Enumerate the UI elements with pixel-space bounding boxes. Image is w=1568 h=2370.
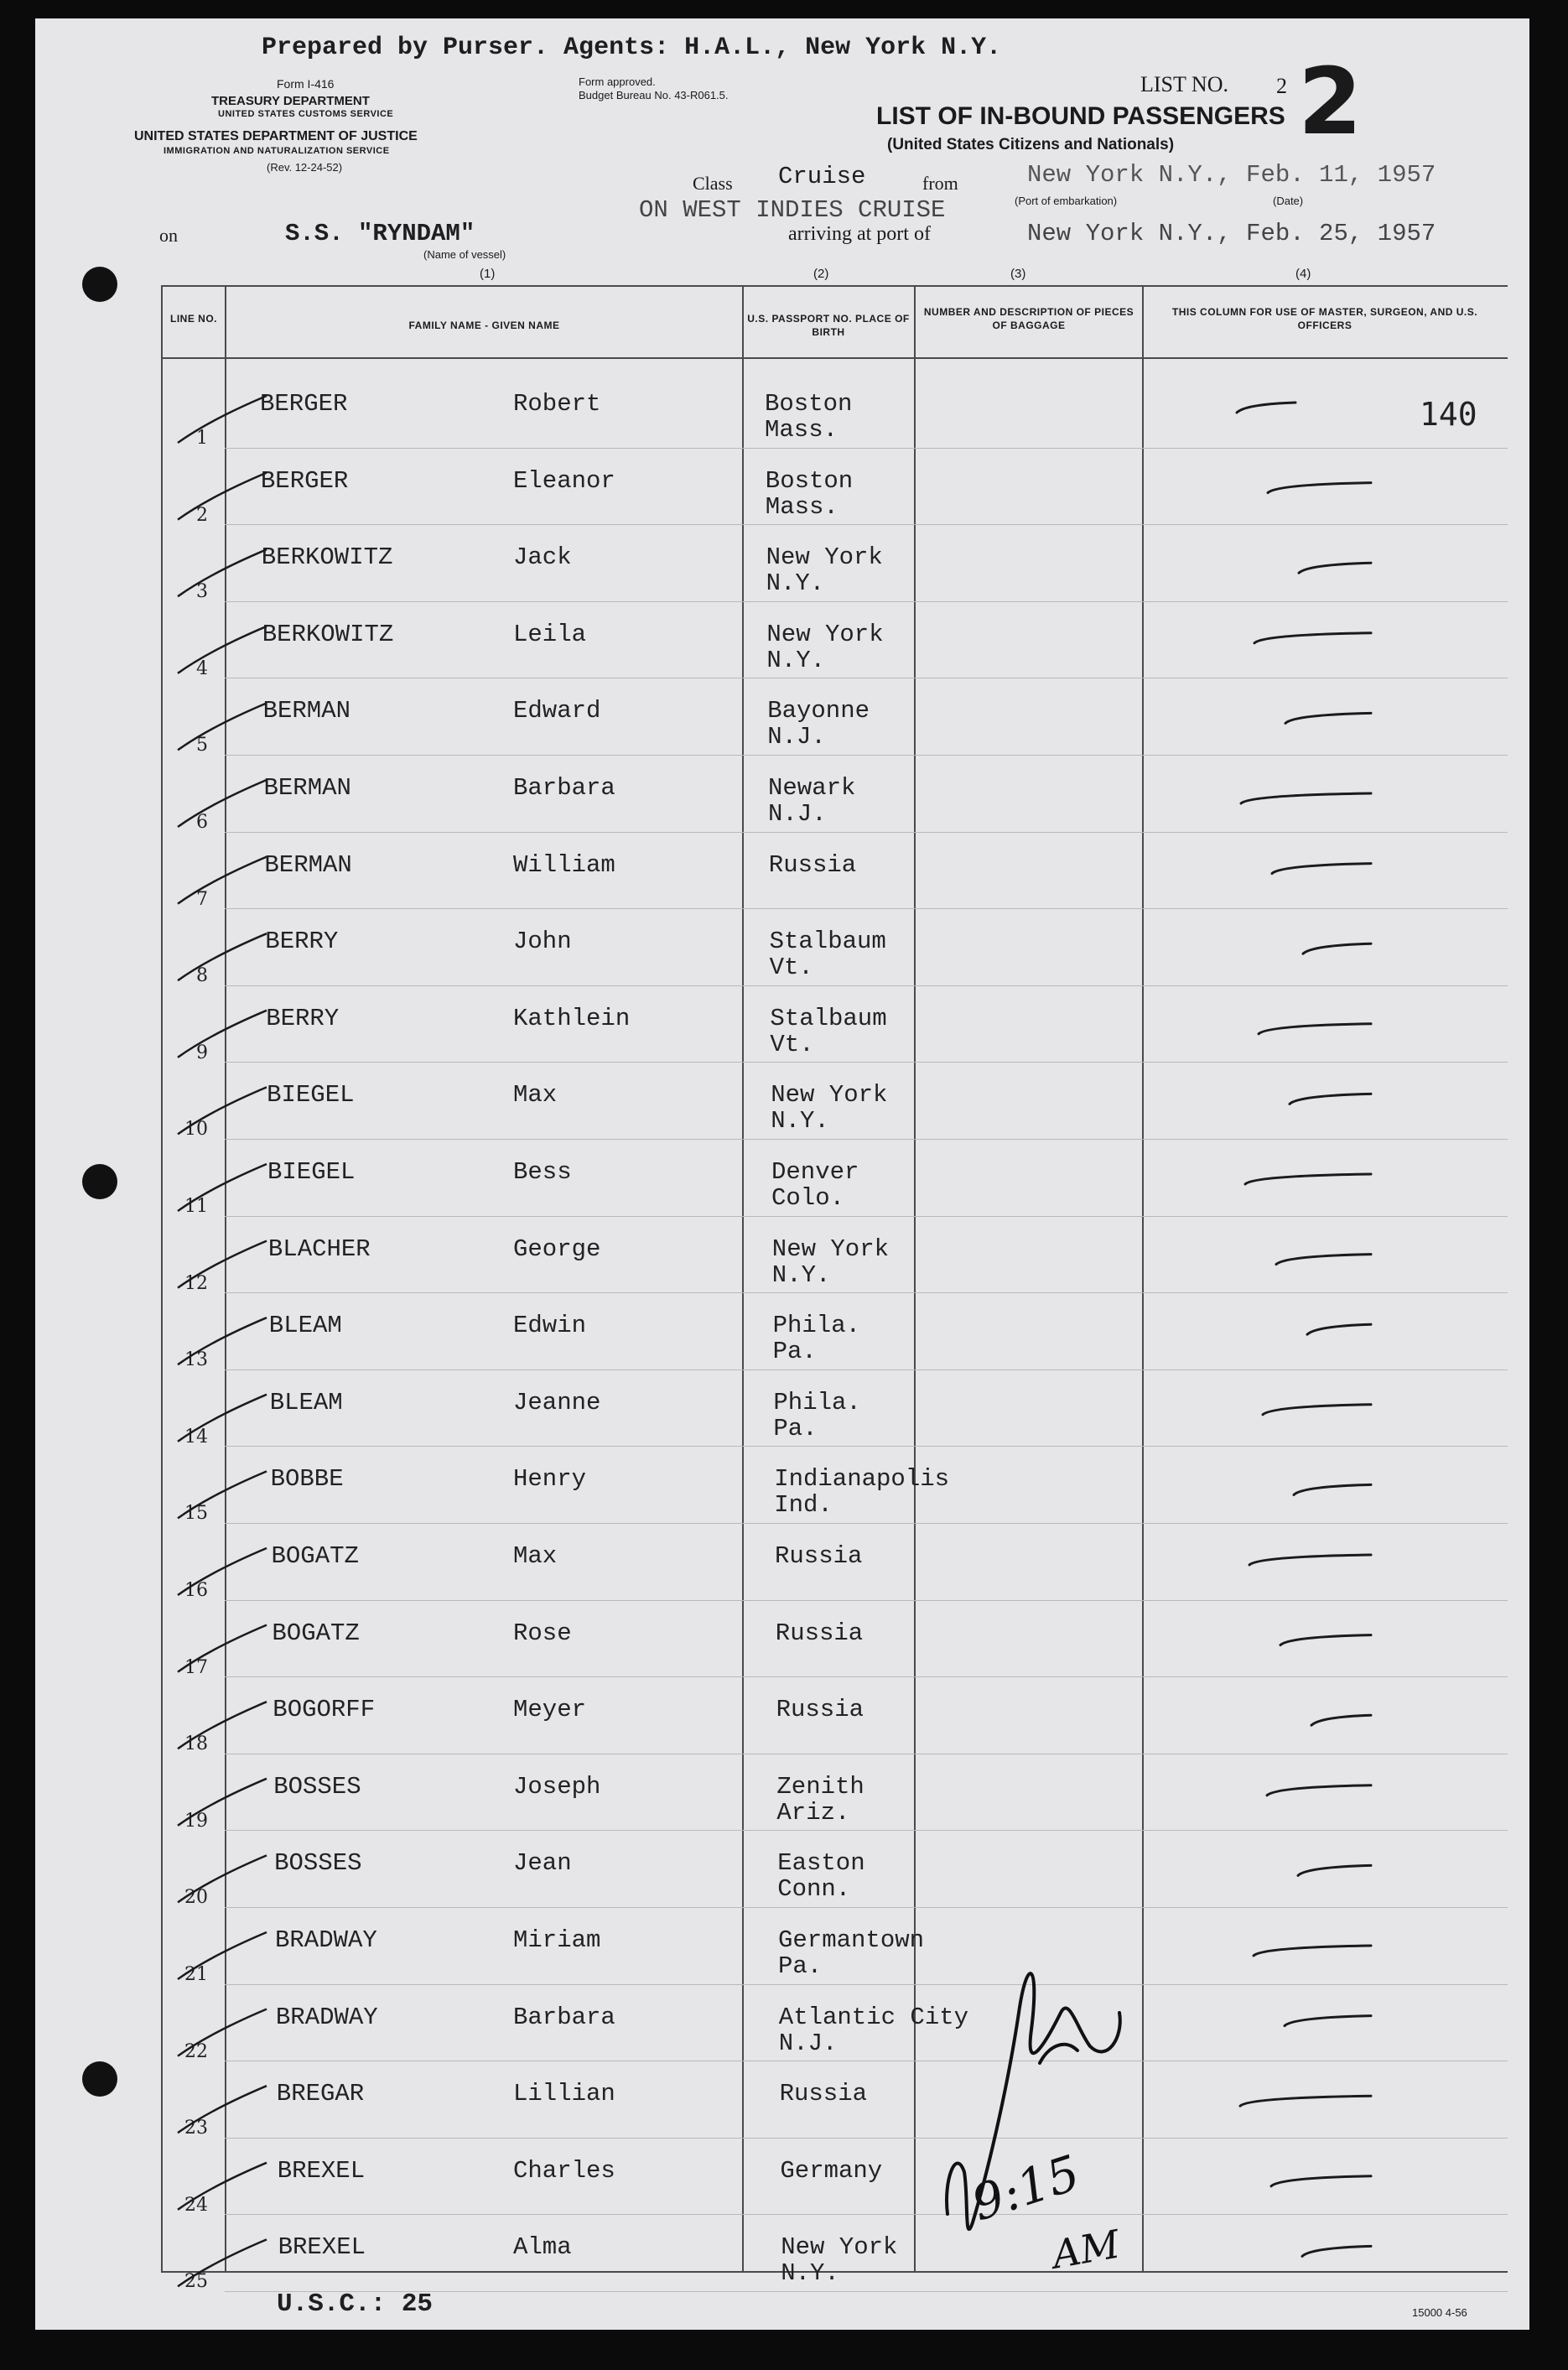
column-number-1: (1) (480, 267, 496, 281)
family-name: BERMAN (264, 850, 352, 879)
column-number-2: (2) (813, 267, 829, 281)
row-checkmark (178, 1241, 267, 1288)
given-name: Edwin (513, 1312, 587, 1340)
line-number: 21 (184, 1964, 208, 1985)
officer-tick (1245, 1174, 1371, 1184)
officer-tick (1276, 1255, 1371, 1265)
line-number: 12 (184, 1272, 208, 1294)
officer-tick (1272, 864, 1371, 874)
row-checkmark (178, 473, 267, 520)
department-of-justice: UNITED STATES DEPARTMENT OF JUSTICE (134, 129, 418, 143)
line-number: 3 (196, 581, 208, 603)
family-name: BERRY (266, 1004, 340, 1032)
place-of-birth: Russia (775, 1619, 864, 1647)
cruise-line: ON WEST INDIES CRUISE (639, 196, 946, 224)
class-label: Class (693, 173, 733, 194)
line-number: 6 (196, 812, 208, 833)
line-number: 2 (196, 504, 208, 526)
line-number: 22 (184, 2040, 208, 2062)
line-number: 17 (184, 1656, 208, 1678)
row-checkmark (178, 626, 267, 673)
usc-count: U.S.C.: 25 (277, 2289, 434, 2319)
given-name: Leila (513, 620, 587, 648)
list-title: LIST OF IN-BOUND PASSENGERS (876, 102, 1285, 130)
row-checkmark (178, 933, 267, 980)
family-name: BOSSES (274, 1849, 362, 1878)
officer-tick (1311, 1715, 1371, 1725)
family-name: BLACHER (267, 1234, 371, 1263)
officer-tick (1302, 2246, 1371, 2256)
vessel-name: S.S. "RYNDAM" (285, 220, 475, 247)
place-of-birth: Russia (768, 850, 857, 879)
customs-service: UNITED STATES CUSTOMS SERVICE (218, 109, 394, 119)
birthplace-header: U.S. PASSPORT NO. PLACE OF BIRTH (747, 313, 910, 338)
given-name: William (513, 850, 615, 879)
row-checkmark (178, 2086, 267, 2133)
form-print-code: 15000 4-56 (1412, 2306, 1467, 2319)
given-name: Jean (513, 1849, 572, 1878)
arrival-port: New York N.Y., Feb. 25, 1957 (1027, 220, 1436, 247)
line-number: 5 (196, 735, 208, 756)
given-name: Max (513, 1542, 558, 1570)
treasury-department: TREASURY DEPARTMENT (211, 94, 370, 108)
place-of-birth: Bayonne N.J. (767, 697, 870, 751)
family-name: BREXEL (277, 2156, 366, 2185)
place-of-birth: Easton Conn. (777, 1849, 865, 1904)
line-number: 25 (184, 2271, 208, 2293)
row-checkmark (178, 1855, 267, 1902)
row-checkmark (178, 780, 267, 827)
place-of-birth: New York N.Y. (781, 2233, 898, 2288)
given-name: Jack (513, 543, 572, 572)
place-of-birth: Stalbaum Vt. (769, 928, 886, 982)
family-name: BERRY (265, 928, 339, 956)
row-checkmark (178, 2163, 267, 2210)
place-of-birth: Newark N.J. (768, 774, 856, 828)
officer-tick (1303, 943, 1371, 954)
arriving-label: arriving at port of (788, 223, 931, 245)
officer-tick (1271, 2176, 1371, 2186)
place-of-birth: Phila. Pa. (773, 1388, 861, 1442)
family-name: BLEAM (269, 1388, 343, 1416)
name-of-vessel-caption: (Name of vessel) (423, 248, 506, 261)
line-number: 11 (184, 1196, 208, 1217)
given-name: Eleanor (513, 466, 615, 495)
officer-tick (1268, 483, 1371, 493)
given-name: Miriam (513, 1926, 601, 1954)
list-no-small: 2 (1276, 74, 1287, 98)
family-name: BOGATZ (271, 1542, 359, 1570)
line-number: 18 (184, 1733, 208, 1755)
officers-header: THIS COLUMN FOR USE OF MASTER, SURGEON, AND U.S. OFFICERS (1171, 306, 1478, 331)
officer-tick (1307, 1324, 1371, 1334)
officer-tick (1259, 1024, 1371, 1034)
given-name: Robert (513, 390, 601, 418)
row-checkmark (178, 1318, 267, 1364)
immigration-service: IMMIGRATION AND NATURALIZATION SERVICE (164, 146, 390, 156)
baggage-header: NUMBER AND DESCRIPTION OF PIECES OF BAGGAGE (923, 306, 1134, 331)
line-number: 7 (196, 888, 208, 910)
line-number: 16 (184, 1580, 208, 1601)
place-of-birth: Boston Mass. (765, 466, 854, 521)
line-number: 4 (196, 657, 208, 679)
place-of-birth: Stalbaum Vt. (770, 1004, 887, 1058)
family-name: BIEGEL (267, 1081, 355, 1110)
handwritten-time: 9:15 (964, 2144, 1087, 2232)
date-caption: (Date) (1273, 195, 1304, 207)
class-value: Cruise (778, 163, 866, 190)
given-name: Bess (513, 1158, 572, 1186)
line-number: 13 (184, 1349, 208, 1371)
given-name: Charles (513, 2156, 615, 2185)
officer-tick (1299, 563, 1371, 573)
given-name: Barbara (513, 774, 615, 802)
given-name: Lillian (513, 2080, 615, 2108)
row-checkmark (178, 1548, 267, 1595)
place-of-birth: New York N.Y. (771, 1234, 890, 1289)
line-number: 1 (196, 428, 208, 449)
form-number: Form I-416 (277, 77, 335, 91)
line-number: 8 (196, 965, 208, 987)
row-checkmark (178, 1471, 267, 1518)
row-checkmark (178, 1702, 267, 1749)
port-of-embarkation-caption: (Port of embarkation) (1015, 195, 1118, 207)
line-number: 9 (196, 1042, 208, 1063)
revision-date: (Rev. 12-24-52) (267, 161, 343, 174)
line-number: 19 (184, 1810, 208, 1832)
family-name: BERGER (260, 466, 349, 495)
given-name: Kathlein (513, 1004, 631, 1032)
officer-tick (1263, 1405, 1371, 1415)
column-number-4: (4) (1295, 267, 1311, 281)
row-checkmark (178, 396, 267, 443)
place-of-birth: Russia (775, 1542, 863, 1570)
place-of-birth: Denver Colo. (771, 1158, 859, 1212)
officer-tick (1298, 1865, 1371, 1875)
list-no-stamp: 2 (1298, 48, 1363, 155)
from-label: from (922, 173, 958, 194)
family-name: BREGAR (276, 2080, 365, 2108)
row-checkmark (178, 1932, 267, 1979)
given-name: Meyer (513, 1696, 587, 1724)
embarkation-port: New York N.Y., Feb. 11, 1957 (1027, 161, 1436, 189)
family-name: BOGORFF (273, 1696, 376, 1724)
officer-tick (1249, 1555, 1371, 1565)
row-checkmark (178, 1779, 267, 1826)
family-name: BOGATZ (272, 1619, 360, 1647)
row-checkmark (178, 2239, 267, 2286)
given-name: Max (513, 1081, 558, 1110)
place-of-birth: Russia (776, 1696, 864, 1724)
place-of-birth: Indianapolis Ind. (774, 1465, 950, 1520)
line-no-header: LINE NO. (169, 313, 217, 325)
place-of-birth: New York N.Y. (766, 620, 884, 674)
row-checkmark (178, 857, 267, 904)
family-name: BOBBE (270, 1465, 344, 1494)
family-name: BIEGEL (267, 1158, 356, 1186)
place-of-birth: New York N.Y. (771, 1081, 888, 1136)
officer-tick (1280, 1635, 1371, 1645)
prepared-by-line: Prepared by Purser. Agents: H.A.L., New York N.Y. (262, 34, 1002, 62)
line-number: 24 (184, 2194, 208, 2216)
family-name-header: FAMILY NAME - GIVEN NAME (408, 320, 560, 331)
officer-tick (1294, 1484, 1371, 1494)
family-name: BERKOWITZ (261, 543, 393, 572)
list-no-label: LIST NO. (1140, 72, 1228, 96)
form-approved: Form approved. (579, 75, 656, 88)
family-name: BLEAM (268, 1312, 342, 1340)
given-name: Rose (513, 1619, 572, 1647)
row-checkmark (178, 549, 267, 596)
column-number-3: (3) (1010, 267, 1026, 281)
family-name: BERKOWITZ (262, 620, 394, 648)
place-of-birth: Phila. Pa. (772, 1312, 861, 1366)
officer-tick (1254, 1946, 1371, 1956)
line-number: 20 (184, 1887, 208, 1909)
place-of-birth: Germany (780, 2156, 883, 2185)
given-name: Joseph (513, 1772, 601, 1801)
list-subtitle: (United States Citizens and Nationals) (887, 136, 1175, 153)
line-number: 15 (184, 1503, 208, 1525)
family-name: BRADWAY (275, 1926, 377, 1954)
given-name: Alma (513, 2233, 572, 2262)
family-name: BRADWAY (275, 2003, 378, 2031)
family-name: BOSSES (273, 1772, 361, 1801)
officer-tick (1267, 1785, 1371, 1796)
budget-bureau: Budget Bureau No. 43-R061.5. (579, 89, 729, 101)
place-of-birth: Zenith Ariz. (776, 1772, 864, 1827)
given-name: Barbara (513, 2003, 615, 2031)
row-checkmark (178, 1164, 267, 1211)
given-name: Henry (513, 1465, 587, 1494)
place-of-birth: Atlantic City N.J. (778, 2003, 969, 2057)
officer-tick (1285, 713, 1371, 723)
officer-tick (1237, 403, 1295, 413)
place-of-birth: Boston Mass. (765, 390, 853, 444)
officer-tick (1290, 1094, 1371, 1104)
family-name: BERGER (260, 390, 348, 418)
line-number: 14 (184, 1426, 208, 1447)
place-of-birth: Russia (779, 2080, 868, 2108)
given-name: George (513, 1234, 601, 1263)
place-of-birth: Germantown Pa. (778, 1926, 925, 1980)
given-name: John (513, 928, 572, 956)
handwritten-page-number: 140 (1420, 396, 1477, 433)
handwritten-am: AM (1048, 2221, 1124, 2278)
row-checkmark (178, 2009, 267, 2056)
line-number: 10 (184, 1119, 208, 1141)
family-name: BREXEL (278, 2233, 366, 2262)
row-checkmark (178, 703, 267, 750)
family-name: BERMAN (263, 774, 351, 802)
given-name: Jeanne (513, 1388, 601, 1416)
place-of-birth: New York N.Y. (766, 543, 883, 598)
officer-tick (1254, 633, 1371, 643)
family-name: BERMAN (262, 697, 351, 725)
given-name: Edward (513, 697, 601, 725)
officer-tick (1241, 793, 1371, 803)
officer-tick (1240, 2096, 1371, 2106)
officer-tick (1285, 2016, 1371, 2026)
row-checkmark (178, 1625, 267, 1672)
row-checkmark (178, 1087, 267, 1134)
line-number: 23 (184, 2118, 208, 2139)
on-label: on (159, 225, 178, 246)
row-checkmark (178, 1395, 267, 1442)
row-checkmark (178, 1011, 267, 1058)
